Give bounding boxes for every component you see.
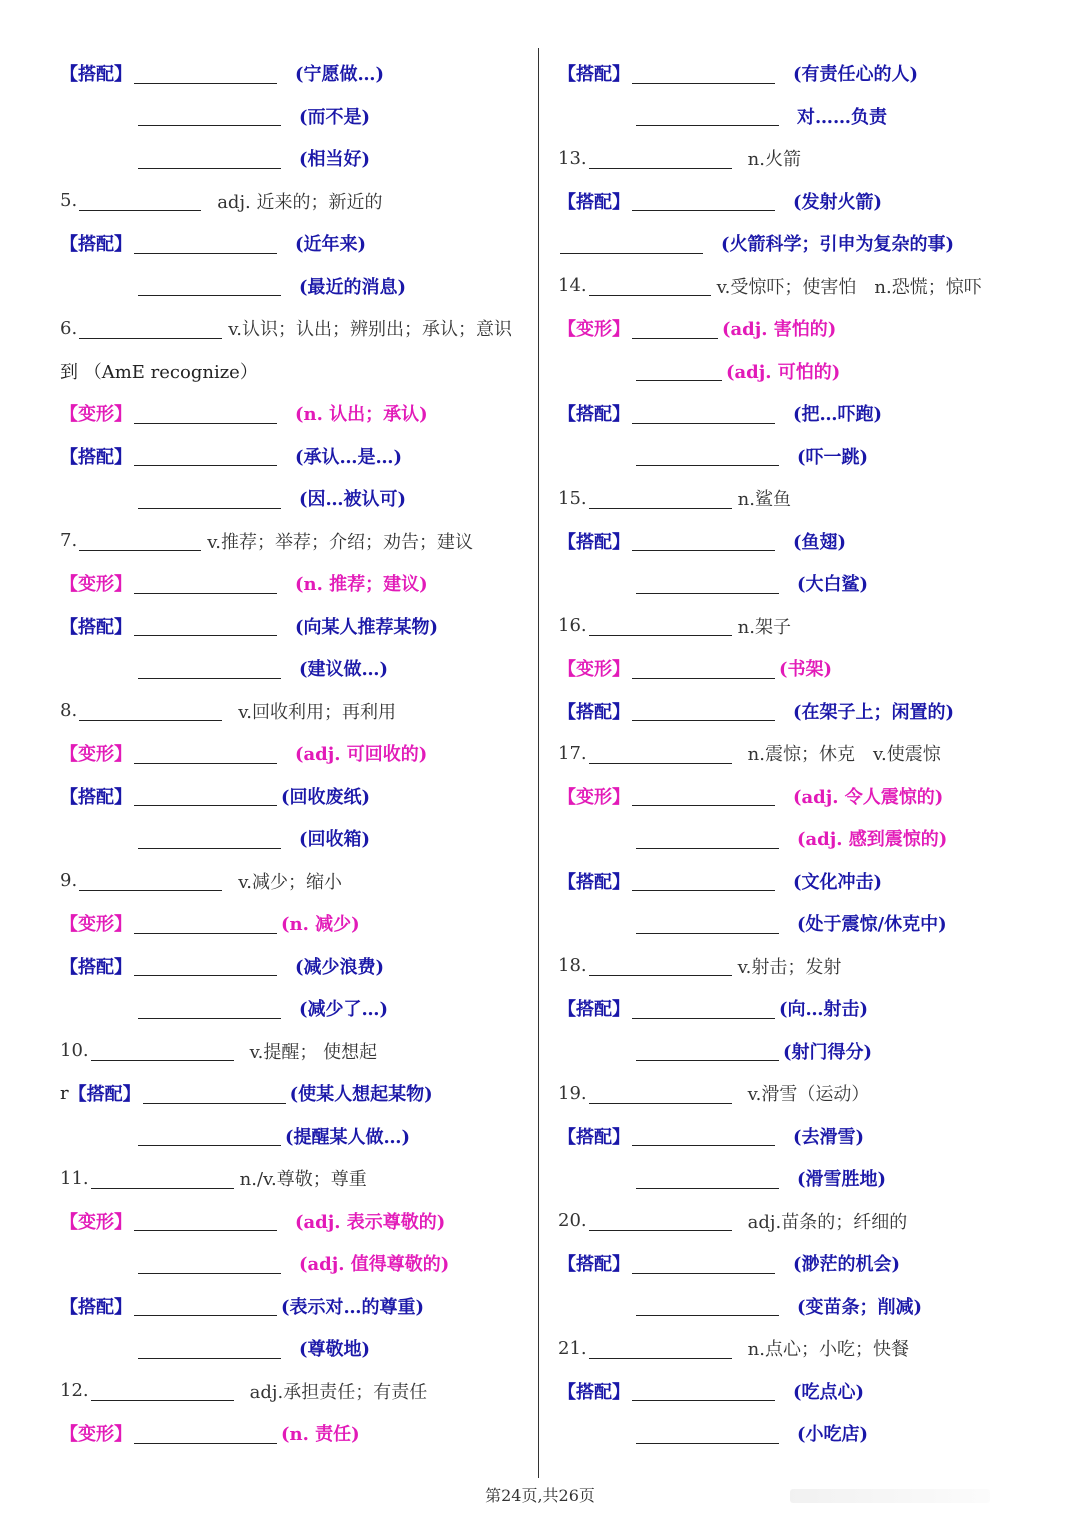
answer-blank[interactable] xyxy=(632,190,775,211)
answer-blank[interactable] xyxy=(134,1423,277,1444)
hint: (渺茫的机会) xyxy=(793,1254,901,1276)
answer-blank[interactable] xyxy=(138,488,281,509)
collocation-row xyxy=(60,605,530,648)
answer-blank[interactable] xyxy=(589,275,711,296)
entry-row xyxy=(558,732,1038,775)
hint: 对……负责 xyxy=(797,106,887,128)
answer-blank[interactable] xyxy=(589,1338,732,1359)
variant-row xyxy=(558,350,1038,393)
answer-blank[interactable] xyxy=(632,530,775,551)
definition: v.滑雪（运动） xyxy=(747,1084,870,1106)
collocation-row xyxy=(558,435,1038,478)
collocation-row xyxy=(558,1030,1038,1073)
variant-row xyxy=(558,775,1038,818)
definition: n.震惊；休克 v.使震惊 xyxy=(747,744,941,766)
variant-row xyxy=(60,562,530,605)
answer-blank[interactable] xyxy=(138,1338,281,1359)
answer-blank[interactable] xyxy=(632,998,775,1019)
collocation-tag: 【搭配】 xyxy=(558,1126,630,1148)
definition: v.回收利用；再利用 xyxy=(238,701,396,723)
answer-blank[interactable] xyxy=(632,1125,775,1146)
entry-row xyxy=(60,1030,530,1073)
hint: (吓一跳) xyxy=(797,446,869,468)
collocation-row xyxy=(558,1412,1038,1455)
entry-row xyxy=(558,1072,1038,1115)
right-column xyxy=(558,52,1038,1455)
entry-row xyxy=(558,605,1038,648)
collocation-tag: 【搭配】 xyxy=(60,956,132,978)
entry-row xyxy=(60,1370,530,1413)
answer-blank[interactable] xyxy=(589,488,732,509)
hint: (adj. 表示尊敬的) xyxy=(295,1211,446,1233)
hint: (有责任心的人) xyxy=(793,64,919,86)
hint: (adj. 害怕的) xyxy=(722,319,837,341)
entry-number: 19. xyxy=(558,1082,587,1104)
answer-blank[interactable] xyxy=(134,913,277,934)
collocation-row xyxy=(60,775,530,818)
variant-row xyxy=(558,647,1038,690)
answer-blank[interactable] xyxy=(632,785,775,806)
answer-blank[interactable] xyxy=(79,870,222,891)
answer-blank[interactable] xyxy=(632,63,775,84)
collocation-row xyxy=(558,690,1038,733)
entry-row xyxy=(558,477,1038,520)
entry-number: 7. xyxy=(60,530,78,552)
collocation-tag: 【搭配】 xyxy=(60,234,132,256)
collocation-row xyxy=(60,1327,530,1370)
hint: (在架子上；闲置的) xyxy=(793,701,955,723)
hint: (使某人想起某物) xyxy=(289,1084,433,1106)
entry-row xyxy=(60,307,530,350)
definition: adj.苗条的；纤细的 xyxy=(747,1211,908,1233)
answer-blank[interactable] xyxy=(632,403,775,424)
entry-row xyxy=(60,180,530,223)
collocation-row xyxy=(60,95,530,138)
entry-number: 11. xyxy=(60,1167,89,1189)
entry-number: 18. xyxy=(558,955,587,977)
answer-blank[interactable] xyxy=(589,743,732,764)
definition: v.射击；发射 xyxy=(737,956,842,978)
hint: (adj. 可回收的) xyxy=(295,744,428,766)
variant-row xyxy=(60,1200,530,1243)
collocation-tag: 【搭配】 xyxy=(60,1296,132,1318)
entry-number: 17. xyxy=(558,742,587,764)
answer-blank[interactable] xyxy=(589,615,732,636)
answer-blank[interactable] xyxy=(143,1083,286,1104)
collocation-tag: 【搭配】 xyxy=(558,64,630,86)
variant-row xyxy=(60,1412,530,1455)
collocation-row xyxy=(558,222,1038,265)
variant-tag: 【变形】 xyxy=(60,404,132,426)
entry-number: 8. xyxy=(60,700,78,722)
hint: (因…被认可) xyxy=(299,489,407,511)
collocation-row xyxy=(60,137,530,180)
hint: (去滑雪) xyxy=(793,1126,865,1148)
variant-tag: 【变形】 xyxy=(60,914,132,936)
entry-row xyxy=(60,1157,530,1200)
entry-number: 16. xyxy=(558,615,587,637)
entry-number: 10. xyxy=(60,1040,89,1062)
answer-blank[interactable] xyxy=(636,1423,779,1444)
definition: v.减少；缩小 xyxy=(238,871,342,893)
hint: (减少浪费) xyxy=(295,956,385,978)
answer-blank[interactable] xyxy=(138,998,281,1019)
definition: n.架子 xyxy=(737,616,791,638)
collocation-tag: 【搭配】 xyxy=(558,999,630,1021)
stray-letter: r xyxy=(60,1082,69,1104)
answer-blank[interactable] xyxy=(632,318,718,339)
collocation-row xyxy=(558,860,1038,903)
answer-blank[interactable] xyxy=(632,870,775,891)
entry-number: 12. xyxy=(60,1380,89,1402)
answer-blank[interactable] xyxy=(134,1295,277,1316)
collocation-tag: 【搭配】 xyxy=(60,64,132,86)
hint: (相当好) xyxy=(299,149,371,171)
hint: (adj. 值得尊敬的) xyxy=(299,1254,450,1276)
variant-row xyxy=(60,732,530,775)
hint: (处于震惊/休克中) xyxy=(797,914,947,936)
collocation-row xyxy=(558,95,1038,138)
entry-row xyxy=(558,945,1038,988)
definition: n./v.尊敬；尊重 xyxy=(239,1169,367,1191)
collocation-tag: 【搭配】 xyxy=(558,1381,630,1403)
collocation-tag: 【搭配】 xyxy=(68,1084,141,1106)
hint: (adj. 可怕的) xyxy=(726,361,841,383)
collocation-tag: 【搭配】 xyxy=(558,531,630,553)
answer-blank[interactable] xyxy=(134,445,277,466)
answer-blank[interactable] xyxy=(589,955,732,976)
answer-blank[interactable] xyxy=(138,1253,281,1274)
entry-row xyxy=(60,690,530,733)
hint: (书架) xyxy=(779,659,833,681)
entry-row xyxy=(60,520,530,563)
answer-blank[interactable] xyxy=(138,828,281,849)
definition: 到 （AmE recognize） xyxy=(60,361,258,383)
variant-row xyxy=(60,392,530,435)
hint: (鱼翅) xyxy=(793,531,847,553)
answer-blank[interactable] xyxy=(560,233,703,254)
hint: (回收废纸) xyxy=(281,786,371,808)
collocation-row xyxy=(60,265,530,308)
collocation-row xyxy=(558,562,1038,605)
collocation-row xyxy=(60,987,530,1030)
answer-blank[interactable] xyxy=(91,1168,234,1189)
definition: adj.承担责任；有责任 xyxy=(249,1381,428,1403)
answer-blank[interactable] xyxy=(138,105,281,126)
definition: n.鲨鱼 xyxy=(737,489,791,511)
hint: (建议做…) xyxy=(299,659,389,681)
answer-blank[interactable] xyxy=(79,318,222,339)
entry-number: 20. xyxy=(558,1210,587,1232)
hint: (回收箱) xyxy=(299,829,371,851)
hint: (滑雪胜地) xyxy=(797,1169,887,1191)
entry-number: 15. xyxy=(558,487,587,509)
answer-blank[interactable] xyxy=(636,1040,779,1061)
answer-blank[interactable] xyxy=(134,1210,277,1231)
answer-blank[interactable] xyxy=(138,658,281,679)
answer-blank[interactable] xyxy=(134,403,277,424)
collocation-row xyxy=(558,392,1038,435)
entry-number: 21. xyxy=(558,1337,587,1359)
entry-row xyxy=(558,265,1038,308)
collocation-row xyxy=(60,945,530,988)
entry-number: 5. xyxy=(60,190,78,212)
hint: (大白鲨) xyxy=(797,574,869,596)
collocation-row xyxy=(558,1115,1038,1158)
entry-row xyxy=(558,137,1038,180)
answer-blank[interactable] xyxy=(134,573,277,594)
entry-row xyxy=(60,860,530,903)
collocation-row xyxy=(558,1285,1038,1328)
collocation-tag: 【搭配】 xyxy=(558,871,630,893)
answer-blank[interactable] xyxy=(632,1253,775,1274)
entry-number: 14. xyxy=(558,275,587,297)
collocation-tag: 【搭配】 xyxy=(60,446,132,468)
collocation-tag: 【搭配】 xyxy=(60,786,132,808)
entry-number: 13. xyxy=(558,147,587,169)
hint: (宁愿做…) xyxy=(295,64,385,86)
variant-tag: 【变形】 xyxy=(60,1211,132,1233)
answer-blank[interactable] xyxy=(589,1083,732,1104)
hint: (最近的消息) xyxy=(299,276,407,298)
hint: (adj. 感到震惊的) xyxy=(797,829,948,851)
variant-tag: 【变形】 xyxy=(558,786,630,808)
answer-blank[interactable] xyxy=(134,785,277,806)
answer-blank[interactable] xyxy=(589,148,732,169)
hint: (近年来) xyxy=(295,234,367,256)
collocation-row xyxy=(60,1285,530,1328)
entry-number: 6. xyxy=(60,317,78,339)
left-column xyxy=(60,52,530,1455)
hint: (提醒某人做…) xyxy=(285,1126,411,1148)
hint: (而不是) xyxy=(299,106,371,128)
variant-row xyxy=(60,902,530,945)
hint: (尊敬地) xyxy=(299,1339,371,1361)
definition: adj. 近来的；新近的 xyxy=(217,191,383,213)
collocation-row xyxy=(558,1370,1038,1413)
answer-blank[interactable] xyxy=(138,148,281,169)
hint: (n. 认出；承认) xyxy=(295,404,428,426)
collocation-row xyxy=(558,902,1038,945)
hint: (向…射击) xyxy=(779,999,869,1021)
collocation-row xyxy=(60,647,530,690)
answer-blank[interactable] xyxy=(134,233,277,254)
hint: (承认…是…) xyxy=(295,446,403,468)
answer-blank[interactable] xyxy=(636,105,779,126)
collocation-tag: 【搭配】 xyxy=(558,1254,630,1276)
watermark-smudge xyxy=(790,1489,990,1503)
answer-blank[interactable] xyxy=(636,1168,779,1189)
definition-continued xyxy=(60,350,530,393)
variant-tag: 【变形】 xyxy=(60,574,132,596)
definition: v.受惊吓；使害怕 n.恐慌；惊吓 xyxy=(716,276,982,298)
collocation-row xyxy=(60,1072,530,1115)
hint: (发射火箭) xyxy=(793,191,883,213)
answer-blank[interactable] xyxy=(91,1380,234,1401)
hint: (火箭科学；引申为复杂的事) xyxy=(721,234,955,256)
collocation-row xyxy=(60,817,530,860)
collocation-row xyxy=(558,1157,1038,1200)
variant-row xyxy=(60,1242,530,1285)
hint: (n. 责任) xyxy=(281,1424,360,1446)
answer-blank[interactable] xyxy=(632,1380,775,1401)
variant-tag: 【变形】 xyxy=(558,659,630,681)
hint: (n. 推荐；建议) xyxy=(295,574,428,596)
answer-blank[interactable] xyxy=(134,63,277,84)
definition: n.点心；小吃；快餐 xyxy=(747,1339,909,1361)
answer-blank[interactable] xyxy=(79,700,222,721)
answer-blank[interactable] xyxy=(636,360,722,381)
hint: (表示对…的尊重) xyxy=(281,1296,425,1318)
answer-blank[interactable] xyxy=(636,573,779,594)
hint: (文化冲击) xyxy=(793,871,883,893)
answer-blank[interactable] xyxy=(636,445,779,466)
collocation-row xyxy=(60,52,530,95)
hint: (n. 减少) xyxy=(281,914,360,936)
hint: (adj. 令人震惊的) xyxy=(793,786,944,808)
hint: (吃点心) xyxy=(793,1381,865,1403)
collocation-row xyxy=(558,52,1038,95)
collocation-row xyxy=(558,987,1038,1030)
definition: v.认识；认出；辨别出；承认；意识 xyxy=(228,319,512,341)
hint: (向某人推荐某物) xyxy=(295,616,439,638)
collocation-row xyxy=(558,180,1038,223)
entry-number: 9. xyxy=(60,870,78,892)
definition: n.火箭 xyxy=(747,149,801,171)
answer-blank[interactable] xyxy=(91,1040,234,1061)
answer-blank[interactable] xyxy=(134,615,277,636)
hint: (减少了…) xyxy=(299,999,389,1021)
collocation-tag: 【搭配】 xyxy=(558,191,630,213)
collocation-row xyxy=(60,435,530,478)
answer-blank[interactable] xyxy=(134,955,277,976)
collocation-tag: 【搭配】 xyxy=(558,701,630,723)
variant-row xyxy=(558,307,1038,350)
collocation-tag: 【搭配】 xyxy=(60,616,132,638)
answer-blank[interactable] xyxy=(636,1295,779,1316)
answer-blank[interactable] xyxy=(79,530,201,551)
answer-blank[interactable] xyxy=(79,190,201,211)
hint: (射门得分) xyxy=(783,1041,873,1063)
column-divider xyxy=(538,48,539,1478)
entry-row xyxy=(558,1200,1038,1243)
answer-blank[interactable] xyxy=(632,658,775,679)
collocation-row xyxy=(558,520,1038,563)
variant-tag: 【变形】 xyxy=(558,319,630,341)
answer-blank[interactable] xyxy=(138,275,281,296)
collocation-row xyxy=(60,1115,530,1158)
answer-blank[interactable] xyxy=(636,913,779,934)
answer-blank[interactable] xyxy=(632,700,775,721)
variant-row xyxy=(558,817,1038,860)
variant-tag: 【变形】 xyxy=(60,744,132,766)
definition: v.提醒； 使想起 xyxy=(249,1041,378,1063)
collocation-row xyxy=(60,477,530,520)
collocation-row xyxy=(60,222,530,265)
hint: (小吃店) xyxy=(797,1424,869,1446)
answer-blank[interactable] xyxy=(138,1125,281,1146)
variant-tag: 【变形】 xyxy=(60,1424,132,1446)
definition: v.推荐；举荐；介绍；劝告；建议 xyxy=(207,531,473,553)
hint: (变苗条；削减) xyxy=(797,1296,923,1318)
answer-blank[interactable] xyxy=(636,828,779,849)
collocation-row xyxy=(558,1242,1038,1285)
collocation-tag: 【搭配】 xyxy=(558,404,630,426)
entry-row xyxy=(558,1327,1038,1370)
answer-blank[interactable] xyxy=(134,743,277,764)
answer-blank[interactable] xyxy=(589,1210,732,1231)
page-footer: 第24页,共26页 xyxy=(485,1486,595,1505)
hint: (把…吓跑) xyxy=(793,404,883,426)
